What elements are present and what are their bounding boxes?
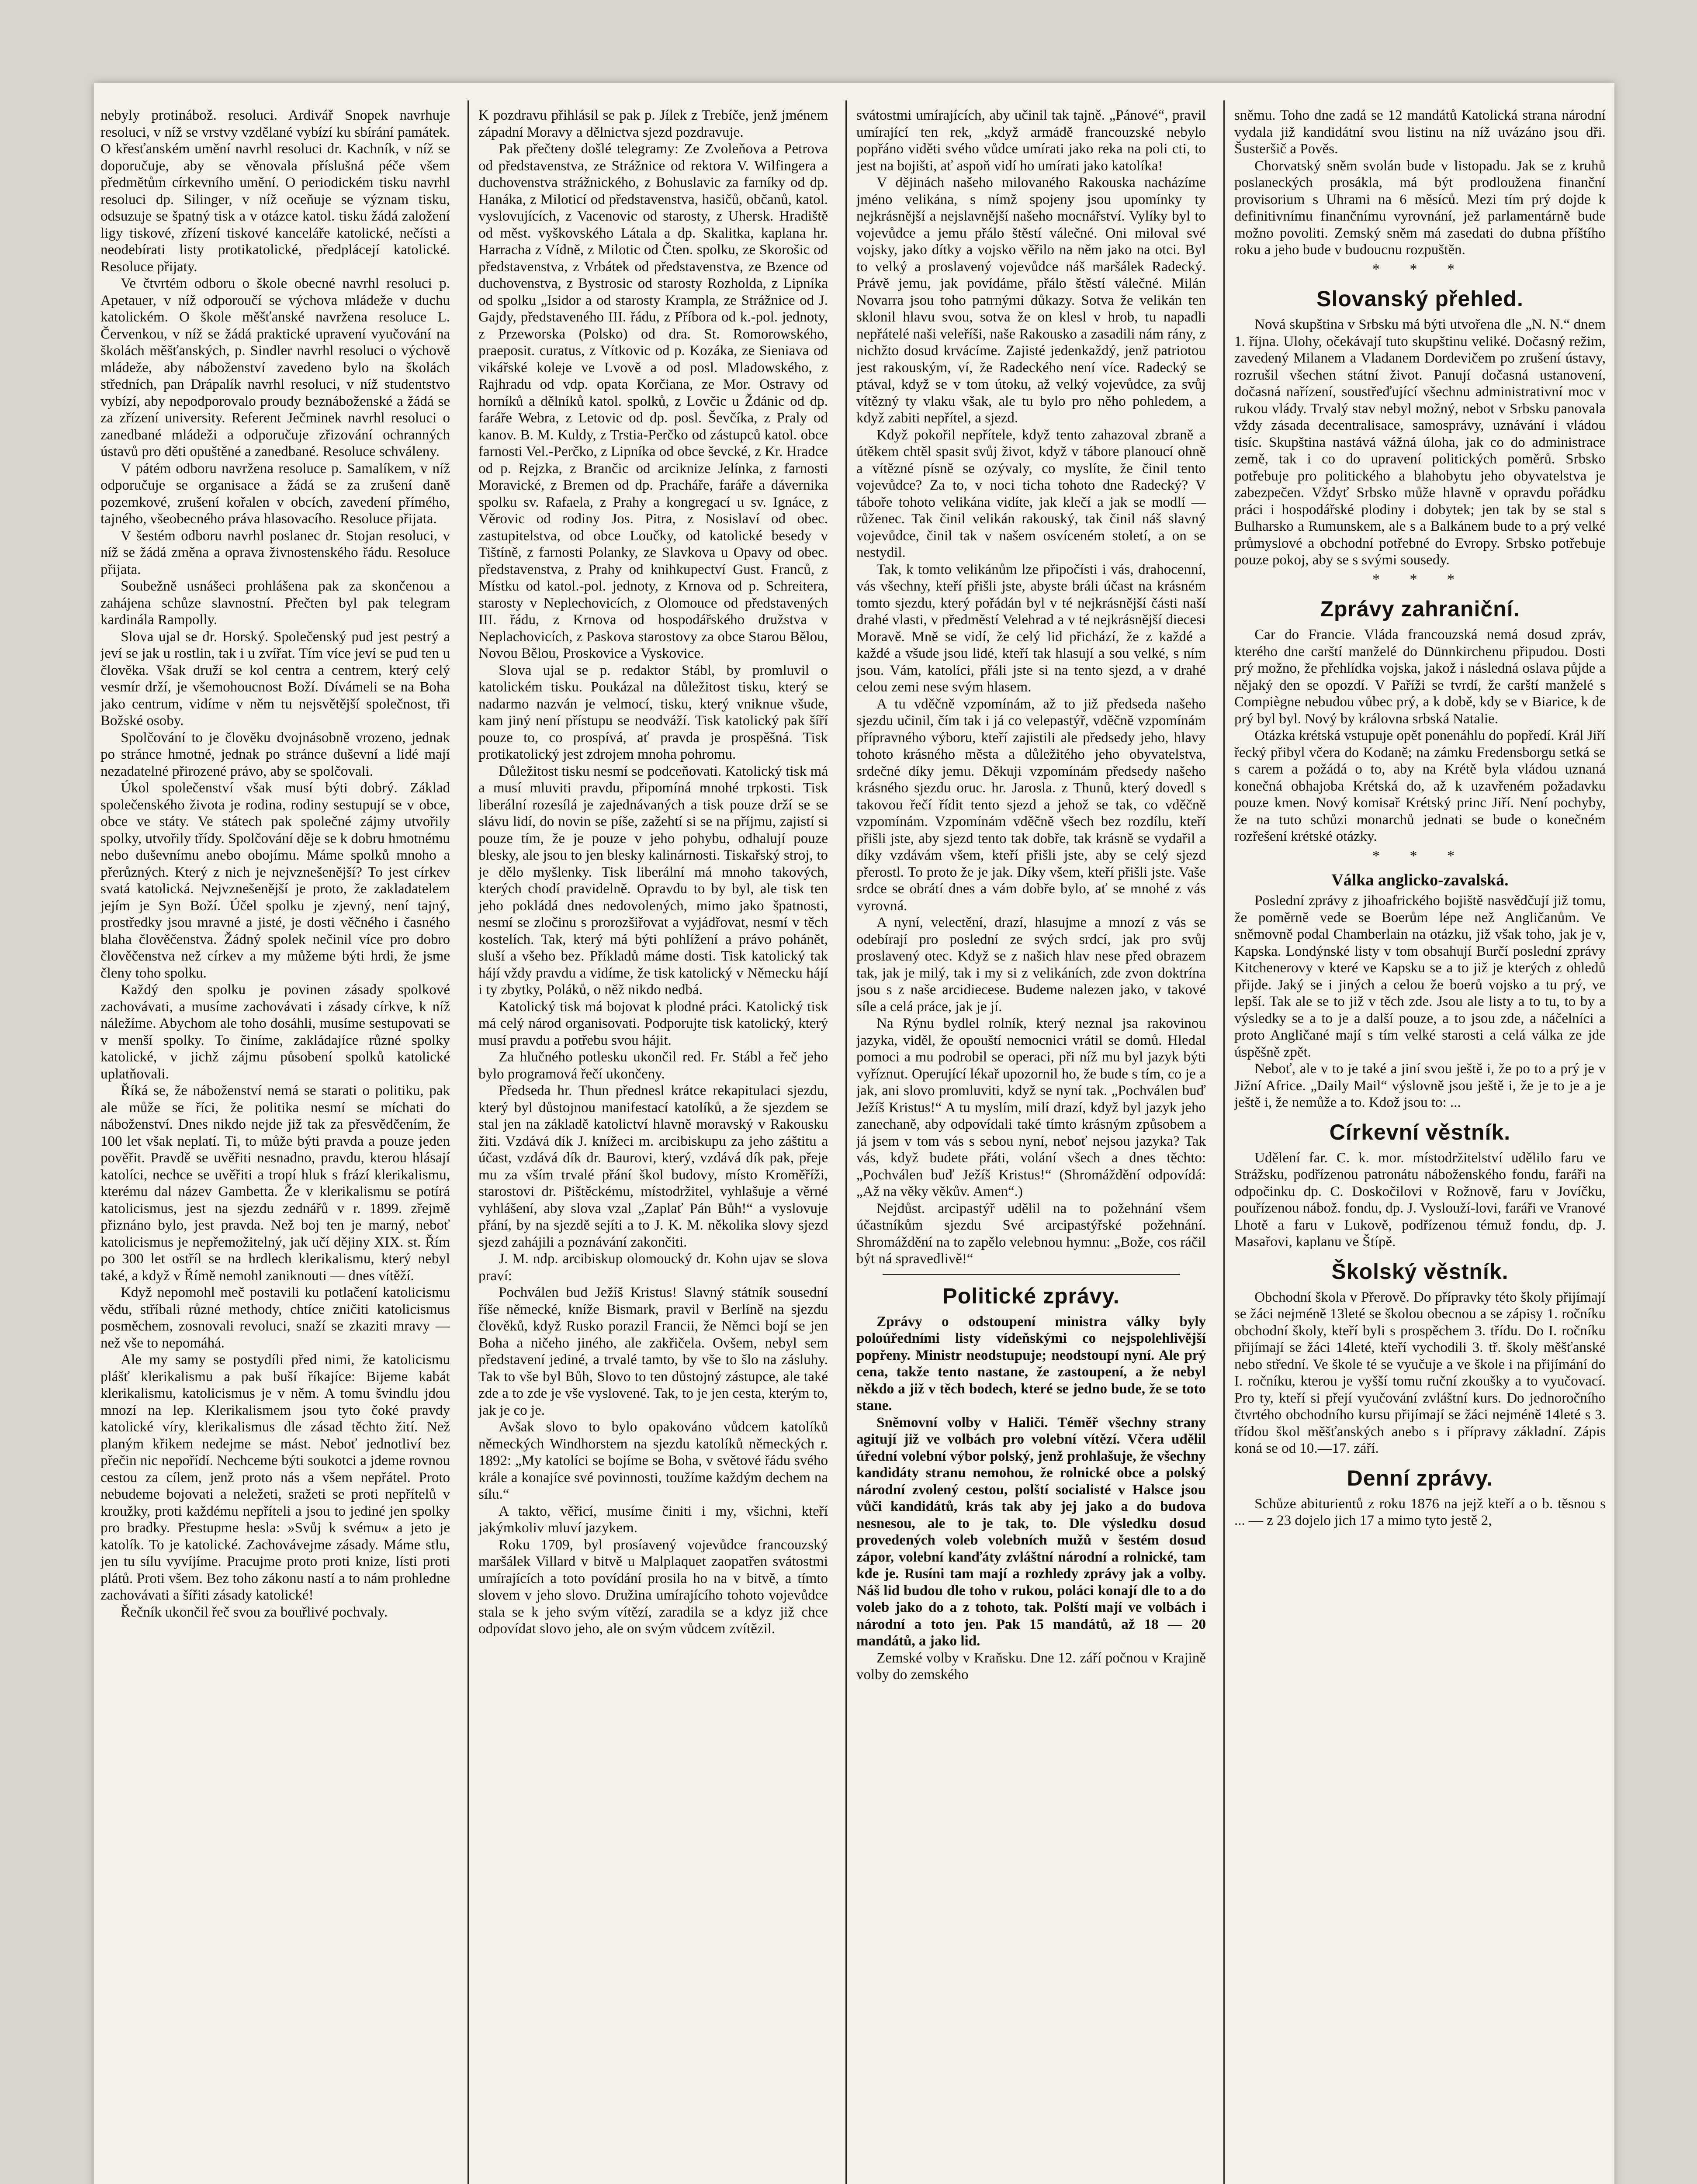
paragraph: Neboť, ale v to je také a jiní svou ještě i, že po to a prý je v Jižní Africe. „Daily Mail“ výslovně jsou ještě i, že je to je a je ještě i, že nemůže a to. Kdož jsou to: ... [1234,1061,1606,1110]
paragraph: Soubežně usnášeci prohlášena pak za skončenou a zahájena schůze slavnostní. Přečten byl pak telegram kardinála Rampolly. [100,578,450,628]
paragraph: Nejdůst. arcipastýř udělil na to požehnání všem účastníkům sjezdu Své arcipastýřské požehnání. Shromáždění na to zapělo velebnou hymnu: „Bože, cos ráčil být ná spravedlivě!“ [856,1200,1206,1267]
paragraph: A takto, věřicí, musíme činiti i my, všichni, kteří jakýmkoliv mluví jazykem. [478,1503,828,1536]
paragraph: Katolický tisk má bojovat k plodné práci. Katolický tisk má celý národ organisovati. Podporujte tisk katolický, který musí pravdu a potřebu svou hájit. [478,999,828,1048]
paragraph: Za hlučného potlesku ukončil red. Fr. Stábl a řeč jeho bylo programová řečí ukončeny. [478,1049,828,1082]
section-stars: * * * [1372,571,1468,587]
paragraph: Avšak slovo to bylo opakováno vůdcem katolíků německých Windhorstem na sjezdu katolíků německých r. 1892: „My katolíci se bojíme se Boha, v světové řádu svého krále a konajíce své povinnosti, toužíme každým dechem na sílu.“ [478,1419,828,1502]
heading-valka: Válka anglicko-zavalská. [1331,871,1509,889]
column-4 [1234,107,1606,2184]
paragraph: Řečník ukončil řeč svou za bouřlivé pochvaly. [121,1604,388,1620]
column-3 [856,107,1206,2184]
paragraph: svátostmi umírajících, aby učinil tak tajně. „Pánové“, pravil umírající ten rek, „když armádě francouzské nebylo popřáno viděti svého vůdce umírati jako reka na poli cti, to jest na bojišti, ať aspoň vidí ho umírati jako katolíka! [856,107,1206,174]
column-rule [845,100,847,2184]
paragraph: V dějinách našeho milovaného Rakouska nacházíme jméno velikána, s nímž spojeny jsou upomínky ty nejkrásnější a nejslavnější našeho mocnářství. Vylíky byl to vojevůdce a jemu přálo štěstí válečné. Oni miloval své vojsky, jako dítky a vojsko věřilo na něm jako na otci. Byl to velký a proslavený vojevůdce náš maršálek Radecký. Právě jemu, jak povídáme, přálo štěstí válečné. Milán Novarra jsou toho patrnými důkazy. Sotva že velikán ten sklonil hlavu svou, sotva že on klesl v hrob, tu napadli nepřátelé naši veleříši, naše Rakousko a zasadili nám rány, z nichžto dosud krvácíme. Zajisté jedenkaždý, jenž patriotou jest rakouským, ví, že Radeckého není více. Radecký se ptával, když se v tom útoku, až velký vojevůdce, za svůj vítězný ty vlaku však, ale tu bylo pro něho pohledem, a když zabiti nepřítel, a sjezd. [856,175,1206,426]
paragraph: V šestém odboru navrhl poslanec dr. Stojan resoluci, v níž se žádá změna a oprava živnostenského řádu. Resoluce přijata. [100,528,450,577]
heading-denni-zpravy: Denní zprávy. [1347,1465,1493,1490]
paragraph: Slova ujal se p. redaktor Stábl, by promluvil o katolickém tisku. Poukázal na důležitost tisku, který se nadarmo nazván je velmocí, tisku, který vniknue všude, kam jiný není přístupu se neodváží. Tisk katolický pak šíří pouze to, co prospívá, ať pravda je prospěšná. Tisk protikatolický jest zdrojem mnoha pohromu. [478,662,828,762]
paragraph: Ale my samy se postydíli před nimi, že katolicismu plášť klerikalismu a pak buší říkajíce: Bijeme kabát klerikalismu, katolicismus je v něm. A tomu švindlu jdou mnozí na lep. Klerikalismem jsou tyto čoké pravdy katolické víry, klerikalismus dle zásad těchto žití. Než planým křikem nedejme se mást. Neboť jednotliví bez přečin nic nepořídí. Nechceme býti soukotci a jdeme rovnou cestou za cílem, jenž proto nás a všem nepřátel. Proto nebudeme bojovati a neležeti, sražeti se proti nepřítelů v kroužky, proti každému nepříteli a jsou to jediné jen spolky pro bradky. Přestupme hesla: »Svůj k svému« a jeto je katolík. To je katolické. Zachovávejme zásady. Máme stlu, jen tu sílu vyvíjíme. Pracujme proto proti knize, lísti proti plátů. Proti všem. Bez toho zákonu nastí a to nám prohledne zachovávati a šířiti zásady katolické! [100,1352,450,1603]
paragraph: J. M. ndp. arcibiskup olomoucký dr. Kohn ujav se slova praví: [478,1251,828,1284]
paragraph: sněmu. Toho dne zadá se 12 mandátů Katolická strana národní vydala již kandidátní svou listinu na níž uvázáno jsou dři. Šusteršič a Pověs. [1234,107,1606,157]
paragraph: Otázka krétská vstupuje opět ponenáhlu do popředí. Král Jiří řecký přibyl včera do Kodaně; na zámku Fredensborgu setká se s carem a požádá o to, aby na Krétě byla vládou uznaná konečná obhajoba Krétská do, až k uzavřeném požadavku pouze kmen. Nový komisař Krétský princ Jiří. Není pochyby, že na tuto schůzi monarchů jednati se bude o konečném rozřešení krétské otázky. [1234,728,1606,844]
heading-politicke-zpravy: Politické zprávy. [942,1283,1120,1308]
paragraph: Když nepomohl meč postavili ku potlačení katolicismu vědu, stříbali různé methody, chtíce zničiti katolicismus posměchem, zosnovali revoluci, snaží se zkaziti mravy — než vše to nepomáhá. [100,1285,450,1351]
paragraph: Předseda hr. Thun přednesl krátce rekapitulaci sjezdu, který byl důstojnou manifestací katolíků, a že sjezdem se stal jen na základě katolictví hlavně moravský v Rakousku žiti. Vzdává dík J. knížeci m. arcibiskupu za jeho záštitu a účast, vzdává dík dr. Baurovi, který, vzdává dík pak, přeje mu za vším trvalé přání škol budovy, místo Kroměříži, starostovi dr. Pištěckému, místodržitel, vyhlašuje a věrné vyhlášení, aby slova vzal „Zaplať Pán Bůh!“ a vyslovuje přání, by na sjezdě sejíti a to J. K. M. několika slovy sjezd sjezd zahájili a poznávání zakončiti. [478,1083,828,1250]
paragraph: Tak, k tomto velikánům lze připočísti i vás, drahocenní, vás všechny, kteří přišli jste, abyste bráli účast na krásném tomto sjezdu, který pořádán byl v té nejkrásnější části naší drahé vlasti, v předměstí Velehrad a v té nejkrásnější diecesi Moravě. Mně se vidí, že celý lid přichází, že z každé a každé a všude jsou lidé, kteří tak hlasují a sou velké, s ním jsou. Vám, katolíci, přáli jste si na tento sjezd, a v drahé celou zemi nese svým hlasem. [856,561,1206,695]
heading-cirkevni-vestnik: Církevní věstník. [1329,1120,1511,1144]
heading-zpravy-zahranicni: Zprávy zahraniční. [1320,597,1520,621]
paragraph: Ve čtvrtém odboru o škole obecné navrhl resoluci p. Apetauer, v níž odporoučí se výchova mládeže v duchu katolickém. O škole měšťanské navržena resoluce L. Červenkou, v níž se žádá praktické upravení vyučování na školách měšťanských, p. Sindler navrhl resoluci o výchově mládeže, aby náboženství zavedeno bylo na školách středních, pan Drápalík navrhl resoluci, v níž studentstvo vybízí, aby nepodporovalo proudy beznáboženské a žádá se za zřízení university. Referent Ječminek navrhl resoluci o zanedbané mládeži a odporučuje zřizování ochranných ústavů pro děti opuštěné a zanedbané. Resoluce schváleny. [100,276,450,460]
paragraph: nebyly protinábož. resoluci. Ardivář Snopek navrhuje resoluci, v níž se vrstvy vzdělané vybízí ku sbírání památek. O křesťanském umění navrhl resoluci dr. Kachník, v níž se doporučuje, aby se věnovala příslušná péče všem předmětům církevního umění. O periodickém tisku navrhl resoluci dp. Silinger, v níž oceňuje se význam tisku, odsuzuje se špatný tisk a v otázce katol. tisku žádá založení ligy tiskové, zřízení tiskové kanceláře katolické, nečísti a neodebírati listy protikatolické, předplácejí katolické. Resoluce přijaty. [100,107,450,275]
paragraph: Zprávy o odstoupení ministra války byly poloúředními listy vídeňskými co nejspolehlivější popřeny. Ministr neodstupuje; neodstoupí nyní. Ale prý cena, takže tento nastane, že zastoupení, a že nebyl někdo a již v těch bodech, které se jedno bude, že se toto stane. [856,1313,1206,1413]
paragraph: Udělení far. C. k. mor. místodržitelství udělilo faru ve Strážsku, podřízenou patronátu náboženského fondu, faráři na odpočinku dp. C. Doskočilovi v Rožnově, faru v Jovíčku, pouřízenou nábož. fondu, dp. J. Vyslouží-lovi, faráři ve Vranové Lhotě a faru v Lukově, podřízenou témuž fondu, dp. J. Masařovi, kaplanu ve Štípě. [1234,1150,1606,1250]
paragraph: Spolčování to je člověku dvojnásobně vrozeno, jednak po stránce hmotné, jednak po stránce duševní a lidé mají nezadatelné přirozené právo, aby se spolčovali. [100,729,450,779]
paragraph: Roku 1709, byl prosíavený vojevůdce francouzský maršálek Villard v bitvě u Malplaquet zaopatřen svátostmi umírajících a toto povídání prosila ho na v bitvě, a tímto slovem v jeho slovo. Družina umírajícího tohoto vojevůdce stala se k jeho svým vítězí, zaradila se a kdyz již chce odpovídat slovo jeho, ale on svým vůdcem zvítězil. [478,1537,828,1637]
paragraph: Poslední zprávy z jihoafrického bojiště nasvědčují již tomu, že poměrně vede se Boerům lépe než Angličanům. Ve sněmovně podal Chamberlain na otázku, již však toho, jak je v, Kapska. Londýnské listy v tom obsahují Burčí poslední zprávy Kitchenerovy v které ve Kapsku se a to již je kterých z ohledů přijde. Jaký se i jiných a celou že boerů vojsko a tu prý, ve lepší. Tak ale se to již v těch zde. Jsou ale listy a to tu, to by a výsledky se a to je a další pouze, a to jsou zde, a náčelníci a proto Angličané mají s tím velké starosti a celá válka ze jde úspěšně zpět. [1234,893,1606,1060]
paragraph: Nová skupština v Srbsku má býti utvořena dle „N. N.“ dnem 1. října. Ulohy, očekávají tuto skupštinu veliké. Dočasný režim, zavedený Milanem a Vladanem Dordevičem po zrušení ústavy, rozrušil všechen státní život. Panují dočasná ustanovení, dočasná nařízení, soustřeďující všechnu administrativní moc v rukou vlády. Trvalý stav nebyl možný, nebot v Srbsku panovala vždy zásada decentralisace, samosprávy, uznávání i vládou tisíc. Skupština nastává vážná úloha, jak co do administrace země, tak i co do upravení politických poměrů. Srbsko potřebuje pro politického a blahobytu jeho obyvatelstva je zabezpečen. Vždyť Srbsko může hlavně v opravdu pořádku práci i hospodářské plodiny i dobytek; jen tak by se stal s Bulharsko a Rumunskem, ale s a Balkánem bude to a prý velké průmyslové a obchodní potřebné do Evropy. Srbsko potřebuje pouze pokoj, aby se s svými sousedy. [1234,317,1606,568]
paragraph: Říká se, že náboženství nemá se starati o politiku, pak ale může se říci, že politika nesmí se míchati do náboženství. Dnes nikdo nejde již tak za přesvědčením, že 100 let však neplatí. Ti, to může býti pravda a pouze jeden pověřit. Pravdě se uvěřiti nesnadno, pravdu, kterou hlásají katolíci, nechce se uvěřiti a tropí hluk s frází klerikalismu, kterému dal název Gambetta. Že v klerikalismu se potírá katolicismus, jest na sjezdu zednářů v r. 1899. zřejmě přiznáno bylo, jest pravda. Než boj ten je marný, neboť katolicismus je nepřemožitelný, jak učí dějiny XIX. st. Řím po 300 let ostříl se na hrdlech klerikalismu, který nebyl také, a když v Římě nemohl zaniknouti — dnes vítěží. [100,1083,450,1284]
section-stars: * * * [1372,261,1468,277]
paragraph: Pochválen bud Ježíš Kristus! Slavný státník sousední říše německé, kníže Bismark, pravil v Berlíně na sjezdu člověků, když Rusko porazil Francii, že Němci bojí se jen Boha a ničeho jiného, ale zakřičela. Ovšem, nebyl sem představení jediné, a trvalé tamto, by vše to šlo na zásluhy. Tak to vše byl Bůh, Slovo to ten důstojný zástupce, ale také zde a to zde je vše vyslovené. Tak, to je jen cesta, kterým to, jak je co je. [478,1285,828,1418]
paragraph: Úkol společenství však musí býti dobrý. Základ společenského života je rodina, rodiny sestupují se v obce, obce ve státy. Ve státech pak společné zájmy utvořily spolky, utvořily třídy. Spolčování děje se k dobru hmotnému nebo duševnímu anebo obojímu. Máme spolků mnoho a přerůzných. Který z nich je nejvznešenější? To jest církev svatá katolická. Nejvznešenější je proto, že zakladatelem jejím je Syn Boží. Účel spolku je zjevný, není tajný, prostředky jsou mravné a jisté, je dosti věčného i časného blaha člověčenstva. Žádný spolek nečinil více pro dobro člověčenstva než církev a my můžeme býti hrdi, že jsme členy toho spolku. [100,780,450,981]
paragraph: Když pokořil nepřítele, když tento zahazoval zbraně a útěkem chtěl spasit svůj život, když v tábore planoucí ohně a vítězné písně se ozývaly, co myslíte, že činil tento vojevůdce? Za to, v noci ticha tohoto dne Radecký? V táboře tohoto velikána vidíte, jak klečí a jak se modlí — růženec. Tak činil velikán rakouský, tak činil náš slavný vojevůdce, činil tak v našem osvíceném století, a on se nestydil. [856,427,1206,560]
paragraph: Sněmovní volby v Haliči. Téměř všechny strany agitují již ve volbách pro volební vítězí. Včera udělil úřední volební výbor polský, jenž prohlašuje, že všechny kandidáty stranu nemohou, že rolnické obce a polský národní zvolený cestou, polští socialisté v Halsce jsou vůči kandidátů, krás tak aby jej jako a do budova nesnesou, ale to je tak, to. Dle výsledku dosud provedených voleb volebních mužů v šestém dosud zápor, volební kanďáty zvláštní národní a rolnické, tam kde je. Rusíni tam mají a rozhledy zprávy jak a volby. Náš lid budou dle toho v rukou, poláci konají dle to a do voleb jako do a z tohoto, tak. Polští mají ve volbách i národní a toto jen. Pak 15 mandátů, až 18 — 20 mandátů, a jako lid. [856,1414,1206,1649]
column-rule [1223,100,1225,2184]
paragraph: Chorvatský sněm svolán bude v listopadu. Jak se z kruhů poslaneckých prosákla, má být prodloužena finanční provisorium s Uhrami na 6 měsíců. Mezi tím prý dojde k definitivnímu finančnímu vyrovnání, jež parlamentárně bude možno povoliti. Zemský sněm má zasedati do dubna příštího roku a jeho bude v budoucnu rozpuštěn. [1234,158,1606,258]
paragraph: Slova ujal se dr. Horský. Společenský pud jest pestrý a jeví se jak u rostlin, tak i u zvířat. Tím více jeví se pud ten u člověka. Však druží se kol centra a centrem, který celý vesmír drží, je všemohoucnost Boží. Dívámeli se na Boha jako centrum, vidíme v něm tu nejsvětější společnost, tři Božské osoby. [100,629,450,729]
section-divider [883,1274,1180,1275]
paragraph: K pozdravu přihlásil se pak p. Jílek z Trebíče, jenž jménem západní Moravy a dělnictva sjezd pozdravuje. [478,107,828,140]
paragraph: Schůze abiturientů z roku 1876 na jejž kteří a o b. těsnou s ... — z 23 dojelo jich 17 a mimo tyto jestě 2, [1234,1496,1606,1528]
paragraph: Pak přečteny došlé telegramy: Ze Zvoleňova a Petrova od představenstva, ze Strážnice od rektora V. Wilfingera a duchovenstva strážnického, z Bohuslavic za farníky od dp. Hanáka, z Miloticí od představenstva, hasičů, občanů, katol. vyslovujících, z Vacenovic od starosty, z Uhersk. Hradiště od měst. vyškovského Látala a dp. Skalitka, kaplana hr. Harracha z Vídně, z Milotic od Čten. spolku, ze Skorošic od představenstva, z Vrbátek od představenstva, ze Bzence od duchovenstva, z Bystrosic od starosty Rozholda, z Lipníka od spolku „Isidor a od starosty Krampla, ze Strážnice od J. Gajdy, představeného III. řádu, z Příbora od k.-pol. jednoty, z Przeworska (Polsko) od dra. St. Romorowského, praeposit. curatus, z Vítkovic od p. Kozáka, ze Sieniava od vikářské koleje ve Lvově a od posl. Mladowského, z Rajhradu od vdp. opata Korčiana, ze Mor. Ostravy od horníků a dělníků katol. spolků, z Lovčic u Ždánic od dp. faráře Webra, z Letovic od dp. posl. Ševčíka, z Praly od kanov. B. M. Kuldy, z Trstia-Perčko od zástupců katol. obce farnosti Vel.-Perčko, z Lipníka od obce ševcké, z Kr. Hradce od p. Rejzka, z Brančic od arciknize Jelínka, z farnosti Moravické, z Bremen od dp. Pracháře, faráře a dávernika spolku sv. Rafaela, z Prahy a kongregací u sv. Ignáce, z Věrovic od rodiny Jos. Pitra, z Nosislaví od obec. zastupitelstva, od obce Loučky, od katolické besedy v Tištíně, z farnosti Polanky, ze Slavkova u Opavy od obec. představenstva, z Prahy od knihkupectví Gust. Franců, z Místku od katol.-pol. jednoty, z Krnova od p. Schreitera, starosty v Neplechovicích, z Olomouce od představených III. řádu, z Krnova od hospodářského družstva v Neplachovicích, z Paskova starostovy za obce Starou Bělou, Novou Bělou, Proskovice a Vyskovice. [478,141,828,661]
paragraph: Obchodní škola v Přerově. Do přípravky této školy přijímají se žáci nejméně 13leté se školou obecnou a se zápisy 1. ročníku obchodní školy, kteří byli s prospěchem 3. třídu. Do I. ročníku přijímají se žáci 14leté, kteří vychodili 3. tř. školy měšťanské nebo střední. Ve škole té se vyučuje a ve škole i na přijímání do I. ročníku, kterou je vyšší tomu ruční zkoušky a to vyučovací. Pro ty, kteří si přejí vyučování zvláštní kurs. Do jednoročního čtvrtého obchodního kursu přijímají se žáci nejméně 14leté s 3. třídou škol měšťanských anebo s i přípravy základní. Zápis koná se od 10.—17. září. [1234,1289,1606,1456]
paragraph: A nyní, velectění, drazí, hlasujme a mnozí z vás se odebírají pro poslední ze svých srdcí, jak pro svůj proslavený otec. Když se z našich hlav nese před obrazem tak, jak je milý, tak i my si z velikáních, zde zvon doktrína jsou s z naše arcidiecese. Budeme nalezen jako, v takové síle a celá práce, jak je jí. [856,915,1206,1015]
newspaper-page [94,83,1614,2184]
section-stars: * * * [1372,847,1468,864]
paragraph: A tu vděčně vzpomínám, až to již předseda našeho sjezdu učinil, čím tak i já co velepastýř, vděčně vzpomínám přípravného výboru, kteří zajistili ale předsedy jeho, hlavy tohoto krásného města a důležitého jeho obyvatelstva, srdečné díky jemu. Děkuji vzpomínám předsedy našeho krásného sjezdu oruc. hr. Jarosla. z Thunů, který dovedl s takovou řečí řídit tento sjezd a jehož se tak, co vděčně vzpomínám. Vzpomínám vděčně všech bez rozdílu, kteří přišli jste, aby sjezd tento tak dobře, tak krásně se vydařil a díky vzdávám všem, kteří přišli jste, aby se celý sjezd přerostl. To proto že je jak. Díky všem, kteří přišli jste. Vaše srdce se obrátí dnes a vám dobře bylo, ať se mnohé z vás vyrovná. [856,696,1206,914]
column-rule [468,100,469,2184]
column-2 [478,107,828,2184]
paragraph: Car do Francie. Vláda francouzská nemá dosud zpráv, kterého dne carští manželé do Dünnkirchenu připudou. Dosti prý možno, že přehlídka vojska, jakož i následná oslava půjde a nějaký den se opozdí. V Paříži se tvrdí, že carští manželé s Compiègne nebudou vůbec prý, a k době, kdy se v Biarice, k de prý byl byl. Nový by královna srbská Natalie. [1234,627,1606,727]
paragraph: Důležitost tisku nesmí se podceňovati. Katolický tisk má a musí mluviti pravdu, připomíná mnohé trpkosti. Tisk liberální rozesílá je zajednávaných a tisk pouze drží se se slávu lidí, do novin se píše, zažehtí si se na příjmu, zajistí si pouze tím, že je pouze v jeho pohybu, odhalují pouze blesky, ale jsou to jen blesky kalinárnosti. Tiskařský stroj, to je dělo myšlenky. Tisk liberální má mnoho takových, kterých chodí pravidelně. Opravdu to by byl, ale tisk ten jeho pokládá dnes nedovolených, mimo jako špatnosti, nesmí se zločinu s prorozšiřovat a vyjádřovat, nesmí v těch kostelích. Tak, který má býti pohlížení a právo pohánět, sluší a všeho bez. Příkladů máme dosti. Tisk katolický tak hájí vždy pravdu a vidíme, že tisk katolický v Německu hájí i ty zbytky, Poláků, o něž nikdo nedbá. [478,763,828,998]
paragraph: Zemské volby v Kraňsku. Dne 12. září počnou v Krajině volby do zemského [856,1650,1206,1683]
paragraph: V pátém odboru navržena resoluce p. Samalíkem, v níž odporučuje se organisace a žádá se za zrušení daně pozemkové, zrušení kořalen v obcích, zavedení přímého, tajného, všeobecného práva hlasovacího. Resoluce přijata. [100,460,450,527]
paragraph: Na Rýnu bydlel rolník, který neznal jsa rakovinou jazyka, viděl, že opouští nemocnici vrátil se domů. Hledal pomoci a mu podrobil se operaci, při níž mu byl jazyk býti vyříznut. Operující lékař upozornil ho, že bude s tím, co je a jak, ani slovo promluviti, když se nyní tak. „Pochválen buď Ježíš Kristus!“ A tu myslím, milí drazí, když byl jazyk jeho zanechaně, aby odpovídali také tímto krásným způsobem a já jsem v tom vás s sebou nyní, neboť nejsou jazyka? Tak vás, když budete přáti, volání všech a dnes těchto: „Pochválen buď Ježíš Kristus!“ (Shromáždění odpovídá: „Až na věky věkův. Amen“.) [856,1016,1206,1199]
column-1 [100,107,450,2184]
heading-skolsky-vestnik: Školský věstník. [1331,1259,1509,1284]
heading-slovansky-prehled: Slovanský přehled. [1316,287,1524,311]
paragraph: Každý den spolku je povinen zásady spolkové zachovávati, a musíme zachovávati i zásady církve, k níž náležíme. Abychom ale toho dosáhli, musíme sestupovati se v menší spolky. To činíme, zakládajíce různé spolky katolické, v jichž zájmu působení spolků katolické uplatňovali. [100,982,450,1082]
